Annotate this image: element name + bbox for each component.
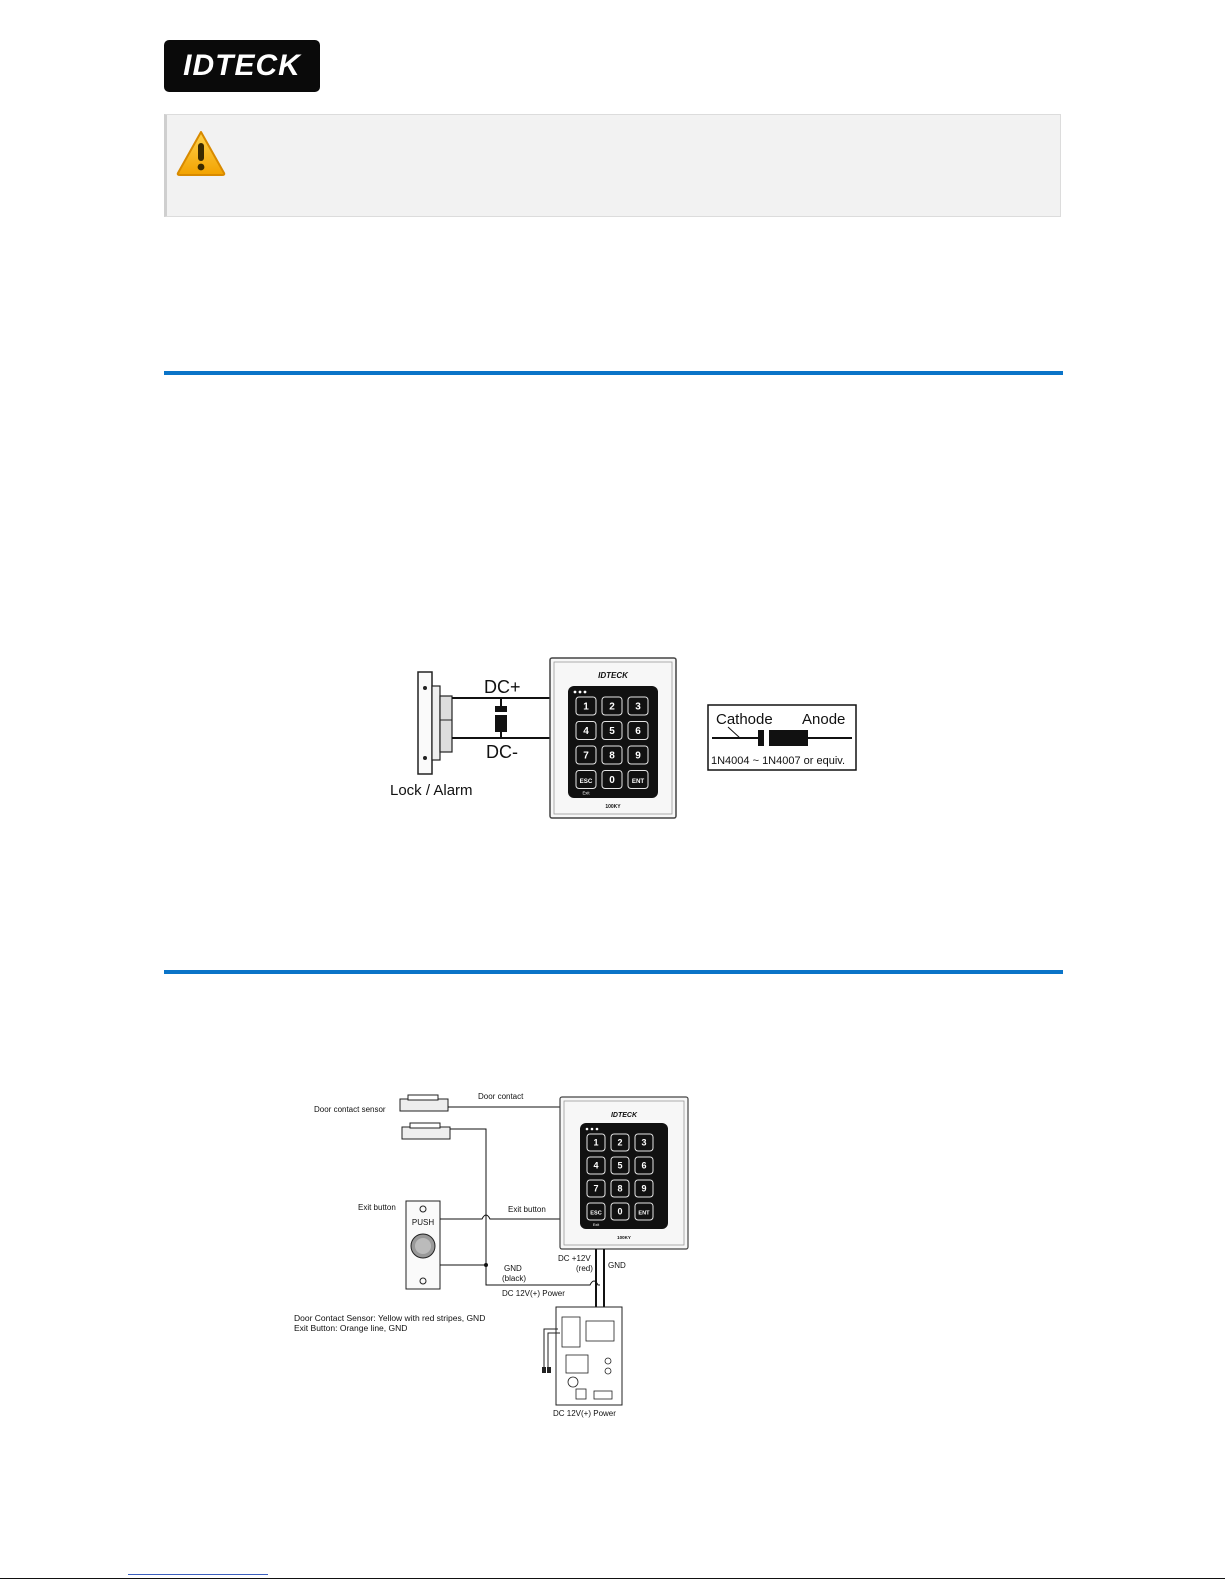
keypad-exit-sub: Exit xyxy=(592,1223,600,1227)
keypad-key-label: 5 xyxy=(617,1160,623,1171)
keypad-device-1 xyxy=(550,658,676,818)
keypad-key-label: 3 xyxy=(641,1137,647,1148)
keypad-exit-sub: Exit xyxy=(582,790,590,796)
dc-plus-label: DC+ xyxy=(484,677,521,697)
warning-triangle-icon xyxy=(175,129,227,177)
keypad-key-label: 7 xyxy=(593,1183,599,1194)
keypad-key-label: 4 xyxy=(583,726,589,738)
brand-logo xyxy=(164,40,320,92)
diode-note: 1N4004 ~ 1N4007 or equiv. xyxy=(711,755,846,767)
exit-button-icon xyxy=(406,1201,440,1289)
door-contact-sensor-label: Door contact sensor xyxy=(314,1105,386,1114)
door-contact-line-label: Door contact xyxy=(478,1092,524,1101)
door-contact-sensor-icon xyxy=(400,1095,450,1139)
keypad-key-label: 6 xyxy=(641,1160,647,1171)
keypad-key-label: 5 xyxy=(609,726,615,738)
keypad-key-label: 2 xyxy=(609,701,615,713)
keypad-key-label: ESC xyxy=(579,778,593,786)
device-brand: IDTECK xyxy=(598,671,628,680)
keypad-key-label: 8 xyxy=(609,750,615,762)
gnd-label: GND xyxy=(608,1261,626,1270)
keypad-key-label: 1 xyxy=(593,1137,599,1148)
keypad-key-label: 0 xyxy=(617,1206,623,1217)
keypad-key-label: 7 xyxy=(583,750,589,762)
warning-callout xyxy=(164,114,1061,217)
gnd-black-label: GND xyxy=(504,1264,522,1273)
keypad-key-label: 9 xyxy=(641,1183,647,1194)
diode-reference-box xyxy=(708,705,856,770)
anode-label: Anode xyxy=(802,711,846,728)
note-door-contact: Door Contact Sensor: Yellow with red stripes, GND xyxy=(294,1313,486,1323)
lock-icon xyxy=(418,672,452,774)
keypad-key-label: ENT xyxy=(631,778,645,786)
keypad-key-label: 6 xyxy=(635,726,641,738)
keypad-key-label: 0 xyxy=(609,775,615,787)
footer-link-underline xyxy=(128,1574,268,1575)
keypad-key-label: 1 xyxy=(583,701,589,713)
lock-label: Lock / Alarm xyxy=(390,782,473,799)
keypad-key-label: 2 xyxy=(617,1137,623,1148)
keypad-key-label: 3 xyxy=(635,701,641,713)
keypad-key-label: 9 xyxy=(635,750,641,762)
device-model: 100KY xyxy=(617,1235,631,1240)
power-supply-label: DC 12V(+) Power xyxy=(553,1409,616,1418)
section-divider xyxy=(164,970,1063,974)
dc12-red-sub: (red) xyxy=(576,1264,593,1273)
keypad-device-2 xyxy=(560,1097,688,1249)
keypad-key-label: 4 xyxy=(593,1160,599,1171)
device-brand: IDTECK xyxy=(610,1112,638,1119)
keypad-key-label: ESC xyxy=(590,1210,602,1217)
keypad-key-label: ENT xyxy=(638,1210,650,1217)
dc-minus-label: DC- xyxy=(486,742,518,762)
diode-icon xyxy=(495,698,507,738)
exit-button-label: Exit button xyxy=(358,1203,396,1212)
push-label: PUSH xyxy=(411,1218,435,1227)
door-contact-exit-button-diagram xyxy=(290,1085,710,1430)
power-line-label: DC 12V(+) Power xyxy=(502,1289,565,1298)
logo-text: IDTECK xyxy=(183,49,301,82)
power-supply-board-icon xyxy=(542,1307,622,1405)
note-exit-button: Exit Button: Orange line, GND xyxy=(294,1323,408,1333)
page-bottom-rule xyxy=(0,1578,1225,1579)
exit-button-line-label: Exit button xyxy=(508,1205,546,1214)
cathode-label: Cathode xyxy=(716,711,773,728)
keypad-key-label: 8 xyxy=(617,1183,623,1194)
lock-wiring-diagram xyxy=(380,650,880,840)
device-model: 100KY xyxy=(605,804,621,810)
gnd-black-sub: (black) xyxy=(502,1274,527,1283)
section-divider xyxy=(164,371,1063,375)
dc12-red-label: DC +12V xyxy=(558,1254,591,1263)
